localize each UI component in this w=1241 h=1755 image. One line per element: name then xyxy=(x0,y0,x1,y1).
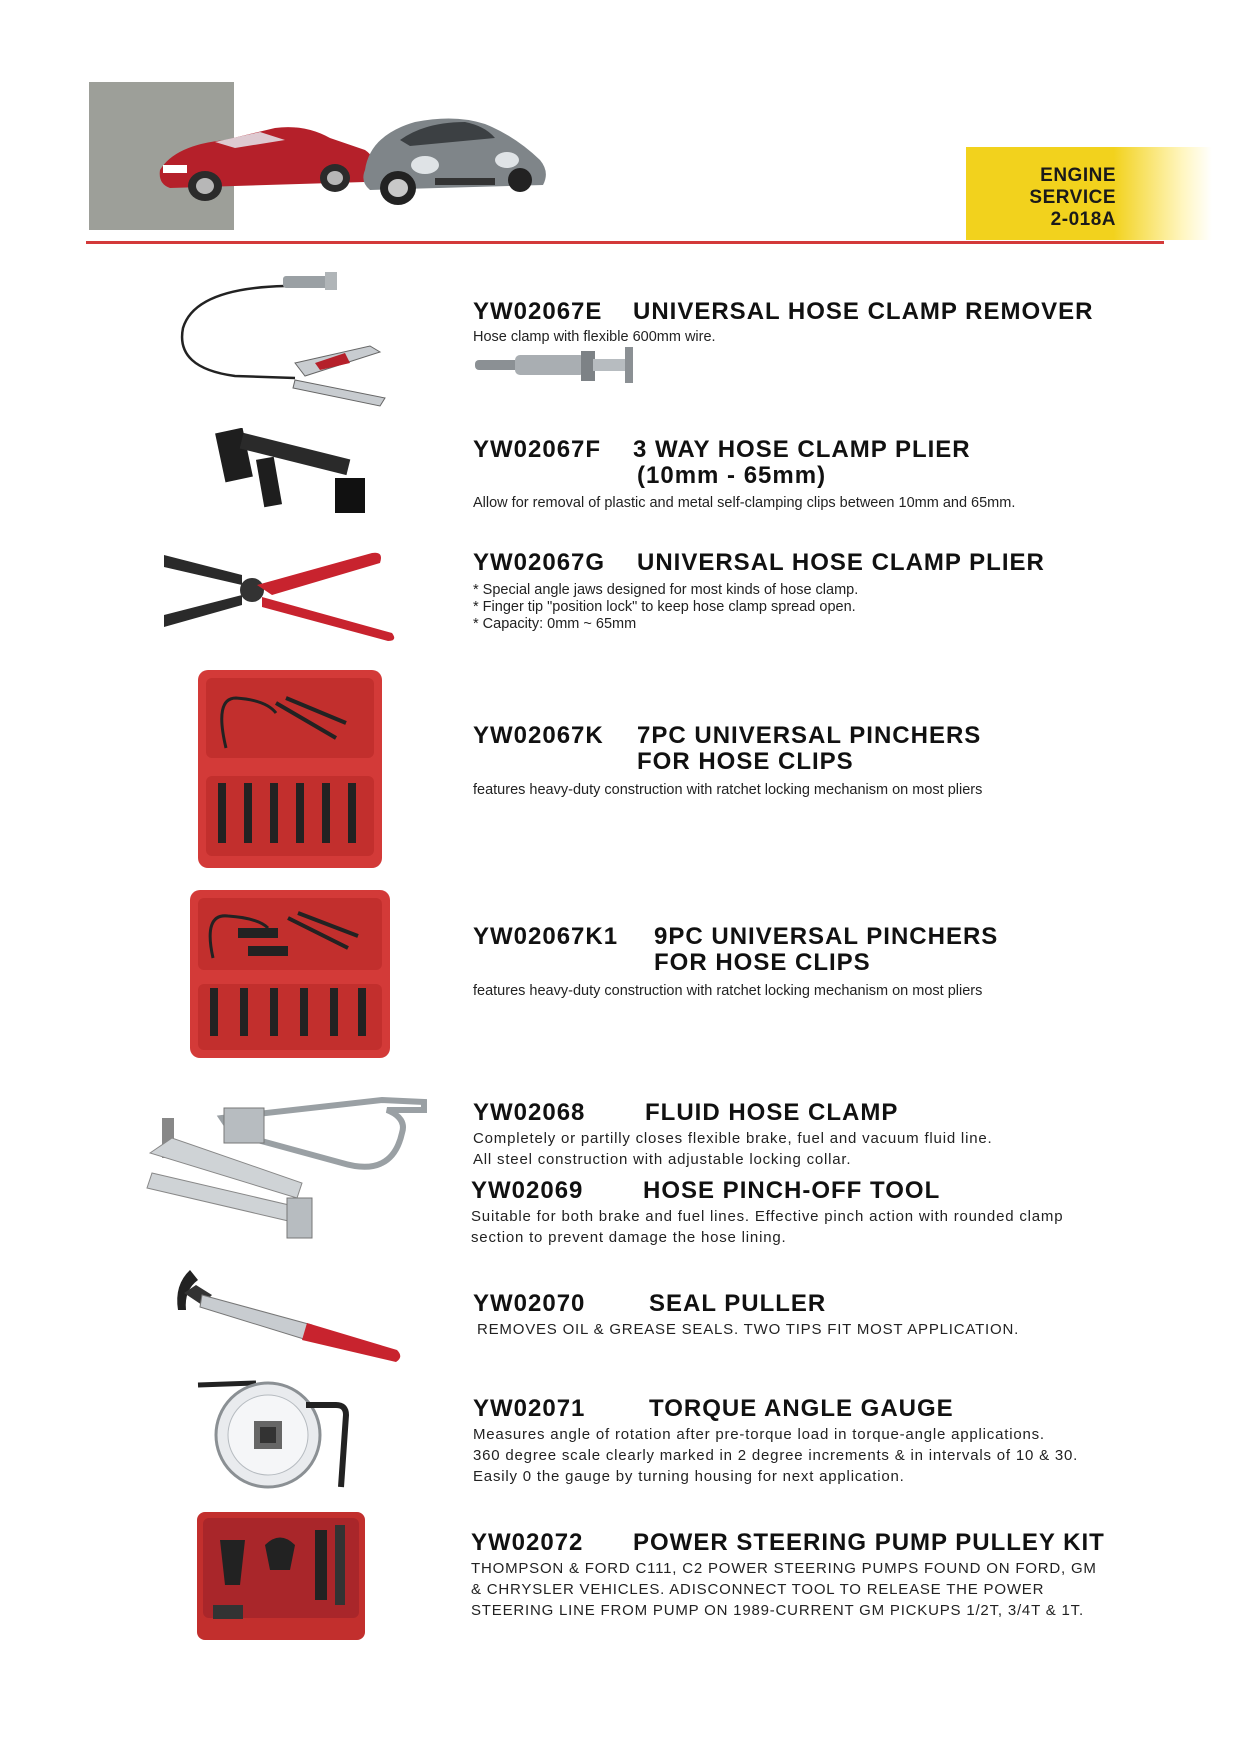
seven-pc-kit-case-image xyxy=(196,668,384,870)
wire-end-detail-image xyxy=(473,345,643,385)
badge-line-2: SERVICE xyxy=(1029,187,1116,208)
product-code: YW02067K xyxy=(473,722,604,749)
product-code: YW02071 xyxy=(473,1395,586,1422)
badge-line-1: ENGINE xyxy=(1040,165,1116,186)
product-name: 3 WAY HOSE CLAMP PLIER xyxy=(633,436,971,463)
power-steering-pulley-kit-image xyxy=(195,1510,367,1642)
product-desc-line: STEERING LINE FROM PUMP ON 1989-CURRENT GM PICKUPS 1/2T, 3/4T & 1T. xyxy=(471,1602,1084,1619)
header-divider xyxy=(86,241,1164,244)
product-name: 7PC UNIVERSAL PINCHERS xyxy=(637,722,982,749)
product-name: TORQUE ANGLE GAUGE xyxy=(649,1395,954,1422)
product-desc-line: Suitable for both brake and fuel lines. Effective pinch action with rounded clamp xyxy=(471,1208,1064,1225)
product-desc-line: * Special angle jaws designed for most kinds of hose clamp. xyxy=(473,582,859,598)
product-code: YW02069 xyxy=(471,1177,584,1204)
product-name: 9PC UNIVERSAL PINCHERS xyxy=(654,923,999,950)
product-desc: Hose clamp with flexible 600mm wire. xyxy=(473,329,716,345)
product-desc: features heavy-duty construction with ratchet locking mechanism on most pliers xyxy=(473,983,983,999)
product-desc: features heavy-duty construction with ratchet locking mechanism on most pliers xyxy=(473,782,983,798)
product-desc-line: * Finger tip "position lock" to keep hose clamp spread open. xyxy=(473,599,856,615)
hose-clamp-remover-image xyxy=(175,268,405,418)
product-yw02072 xyxy=(471,1530,1105,1621)
fluid-hose-clamp-image xyxy=(142,1088,432,1248)
product-code: YW02072 xyxy=(471,1529,584,1556)
product-desc-line: Completely or partilly closes flexible brake, fuel and vacuum fluid line. xyxy=(473,1130,993,1147)
product-name: UNIVERSAL HOSE CLAMP REMOVER xyxy=(633,298,1094,325)
silver-car-icon xyxy=(363,118,546,205)
product-yw02067k xyxy=(473,723,982,799)
product-desc: Allow for removal of plastic and metal self-clamping clips between 10mm and 65mm. xyxy=(473,495,1016,511)
three-way-plier-image xyxy=(210,428,375,518)
product-desc-line: & CHRYSLER VEHICLES. ADISCONNECT TOOL TO RELEASE THE POWER xyxy=(471,1581,1045,1598)
product-yw02067e xyxy=(473,299,1094,346)
product-desc-line: Measures angle of rotation after pre-torque load in torque-angle applications. xyxy=(473,1426,1045,1443)
product-desc-line: THOMPSON & FORD C111, C2 POWER STEERING PUMPS FOUND ON FORD, GM xyxy=(471,1560,1097,1577)
product-code: YW02067E xyxy=(473,298,603,325)
product-name: FLUID HOSE CLAMP xyxy=(645,1099,899,1126)
product-code: YW02067F xyxy=(473,436,602,463)
hose-clamp-plier-image xyxy=(162,545,402,645)
product-name-line-2: (10mm - 65mm) xyxy=(637,462,827,489)
cars-image xyxy=(155,110,560,215)
product-code: YW02067G xyxy=(473,549,606,576)
product-name: SEAL PULLER xyxy=(649,1290,827,1317)
product-desc-line: Easily 0 the gauge by turning housing for next application. xyxy=(473,1468,905,1485)
product-yw02067k1 xyxy=(473,924,998,1000)
product-desc: REMOVES OIL & GREASE SEALS. TWO TIPS FIT MOST APPLICATION. xyxy=(477,1321,1020,1338)
product-desc-line: All steel construction with adjustable locking collar. xyxy=(473,1151,852,1168)
torque-angle-gauge-image xyxy=(196,1375,361,1490)
product-desc-line: * Capacity: 0mm ~ 65mm xyxy=(473,616,637,632)
product-yw02068 xyxy=(473,1100,992,1170)
product-name-line-2: FOR HOSE CLIPS xyxy=(654,949,871,976)
product-yw02067g xyxy=(473,550,1045,633)
product-desc-line: 360 degree scale clearly marked in 2 degree increments & in intervals of 10 & 30. xyxy=(473,1447,1079,1464)
product-code: YW02067K1 xyxy=(473,923,619,950)
badge-line-3: 2-018A xyxy=(1050,209,1116,230)
nine-pc-kit-case-image xyxy=(188,888,393,1060)
product-name: POWER STEERING PUMP PULLEY KIT xyxy=(633,1529,1105,1556)
product-code: YW02070 xyxy=(473,1290,586,1317)
product-name: HOSE PINCH-OFF TOOL xyxy=(643,1177,941,1204)
product-yw02071 xyxy=(473,1396,1078,1487)
seal-puller-image xyxy=(172,1265,404,1365)
product-yw02069 xyxy=(471,1178,1063,1248)
product-code: YW02068 xyxy=(473,1099,586,1126)
product-name: UNIVERSAL HOSE CLAMP PLIER xyxy=(637,549,1045,576)
product-yw02067f xyxy=(473,437,1015,512)
section-badge xyxy=(966,147,1212,240)
red-car-icon xyxy=(160,127,376,201)
product-name-line-2: FOR HOSE CLIPS xyxy=(637,748,854,775)
product-yw02070 xyxy=(473,1291,1019,1340)
product-desc-line: section to prevent damage the hose lining. xyxy=(471,1229,787,1246)
